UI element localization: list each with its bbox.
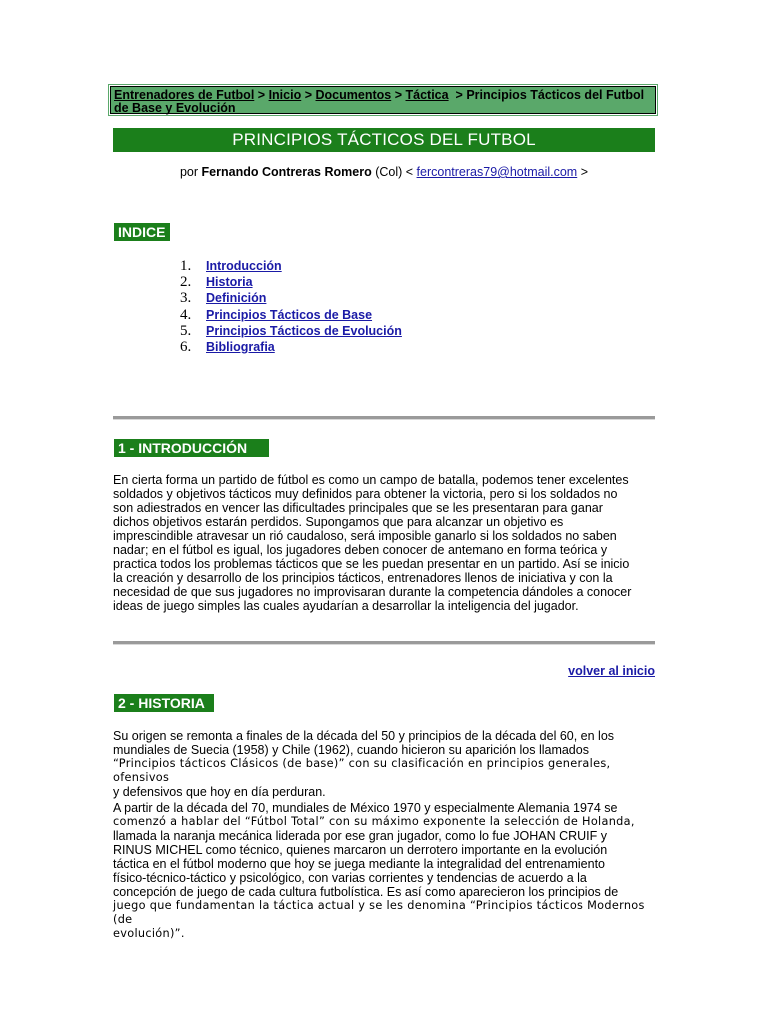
text-line: practica todos los problemas tácticos que se les puedan presentar en un partido. Así se inicio <box>113 557 630 571</box>
index-link-introduccion[interactable]: Introducción <box>206 259 282 273</box>
author-name: Fernando Contreras Romero <box>201 165 372 179</box>
index-link-definicion[interactable]: Definición <box>206 291 267 306</box>
text-line: concepción de juego de cada cultura futbolística. Es así como aparecieron los principios de <box>113 885 619 899</box>
breadcrumb-separator: > <box>304 88 313 102</box>
text-line: “Principios tácticos Clásicos (de base)” con su clasificación en principios generales, ofensivos <box>113 757 611 784</box>
text-line: táctica en el fútbol moderno que hoy se juega mediante la integralidad del entrenamiento <box>113 857 605 871</box>
horizontal-divider <box>113 416 655 420</box>
breadcrumb-separator: > <box>394 88 403 102</box>
index-link-principios-evolucion[interactable]: Principios Tácticos de Evolución <box>206 323 402 338</box>
index-link-historia[interactable]: Historia <box>206 275 253 290</box>
text-line: son adiestrados en vencer las dificultades principales que se les presentaran para ganar <box>113 501 603 515</box>
index-list <box>180 258 402 355</box>
intro-paragraph <box>113 473 653 613</box>
historia-paragraph-2 <box>113 801 653 941</box>
breadcrumb <box>110 86 656 114</box>
text-line: llamada la naranja mecánica liderada por ese gran jugador, como lo fue JOHAN CRUIF y <box>113 829 607 843</box>
index-item: 1. Introducción <box>180 258 282 274</box>
text-line: necesidad de que sus jugadores no improvisaran durante la competencia dándoles a conocer <box>113 585 632 599</box>
text-line: imprescindible atravesar un rió caudaloso, será imposible ganarlo si los soldados no saben <box>113 529 617 543</box>
byline-prefix: por <box>179 165 199 179</box>
text-line: En cierta forma un partido de fútbol es como un campo de batalla, podemos tener excelentes <box>113 473 629 487</box>
page-title: PRINCIPIOS TÁCTICOS DEL FUTBOL <box>113 128 655 152</box>
index-heading: INDICE <box>114 223 170 241</box>
index-link-principios-base[interactable]: Principios Tácticos de Base <box>206 307 373 322</box>
byline <box>0 165 768 179</box>
breadcrumb-link-tactica[interactable]: Táctica <box>405 88 449 102</box>
index-item: 6. Bibliografia <box>180 338 275 355</box>
text-line: nadar; en el fútbol es igual, los jugadores deben conocer de antemano en forma teórica y <box>113 543 608 557</box>
historia-paragraph-1 <box>113 729 653 799</box>
text-line: comenzó a hablar del “Fútbol Total” con su máximo exponente la selección de Holanda, <box>113 815 635 828</box>
back-to-top-link[interactable]: volver al inicio <box>568 664 655 678</box>
text-line: y defensivos que hoy en día perduran. <box>113 785 326 799</box>
text-line: dichos objetivos estarán perdidos. Supongamos que para alcanzar un objetivo es <box>113 515 564 529</box>
index-item: 2. Historia <box>180 274 253 291</box>
text-line: evolución)”. <box>113 927 185 940</box>
breadcrumb-link-documentos[interactable]: Documentos <box>315 88 392 102</box>
breadcrumb-current: Principios Tácticos del Futbol de Base y Evolución <box>114 88 645 115</box>
breadcrumb-separator: > <box>257 88 266 102</box>
text-line: ideas de juego simples las cuales ayudarían a desarrollar la inteligencia del jugador. <box>113 599 579 613</box>
author-country: (Col) < <box>375 165 414 179</box>
breadcrumb-separator: > <box>452 88 463 102</box>
text-line: mundiales de Suecia (1958) y Chile (1962), cuando hicieron su aparición los llamados <box>113 743 589 757</box>
index-item: 4. Principios Tácticos de Base <box>180 306 373 323</box>
author-email-link[interactable]: fercontreras79@hotmail.com <box>416 165 578 179</box>
section-heading-historia: 2 - HISTORIA <box>114 694 214 712</box>
breadcrumb-link-home-site[interactable]: Entrenadores de Futbol <box>114 88 255 102</box>
text-line: Su origen se remonta a finales de la década del 50 y principios de la década del 60, en los <box>113 729 615 743</box>
breadcrumb-link-inicio[interactable]: Inicio <box>268 88 302 102</box>
text-line: juego que fundamentan la táctica actual y se les denomina “Principios tácticos Modernos (de <box>113 899 645 926</box>
index-link-bibliografia[interactable]: Bibliografia <box>206 339 275 354</box>
text-line: A partir de la década del 70, mundiales de México 1970 y especialmente Alemania 1974 se <box>113 801 618 815</box>
byline-suffix: > <box>580 165 589 179</box>
index-item: 5. Principios Tácticos de Evolución <box>180 322 402 339</box>
index-item: 3. Definición <box>180 290 267 307</box>
horizontal-divider <box>113 641 655 645</box>
text-line: físico-técnico-táctico y psicológico, con varias corrientes y tendencias de acuerdo a la <box>113 871 587 885</box>
section-heading-introduccion: 1 - INTRODUCCIÓN <box>114 439 269 457</box>
text-line: soldados y objetivos tácticos muy definidos para obtener la victoria, pero si los soldados no <box>113 487 618 501</box>
text-line: la creación y desarrollo de los principios tácticos, entrenadores llenos de iniciativa y con la <box>113 571 613 585</box>
text-line: RINUS MICHEL como técnico, quienes marcaron un derrotero importante en la evolución <box>113 843 608 857</box>
